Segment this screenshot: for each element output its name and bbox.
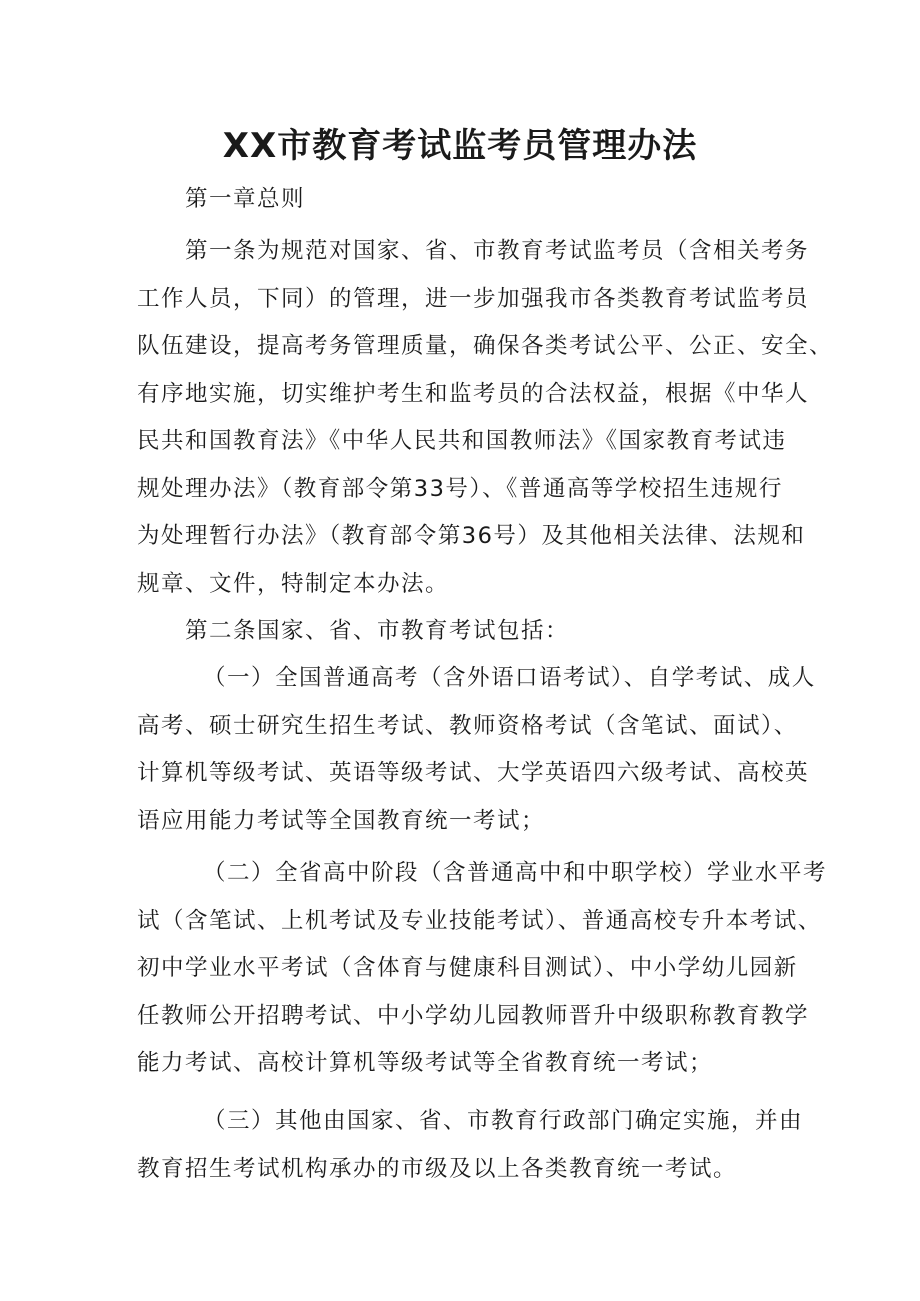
document-title: XX市教育考试监考员管理办法 <box>222 126 698 166</box>
item-2-line: 能力考试、高校计算机等级考试等全省教育统一考试； <box>137 1050 714 1076</box>
item-2 <box>137 850 828 1088</box>
article-1-line: 为处理暂行办法》（教育部令第36号）及其他相关法律、法规和 <box>137 523 806 549</box>
article-2-heading-block <box>137 608 797 656</box>
item-3 <box>137 1098 804 1193</box>
article-1-line: 规处理办法》（教育部令第33号）、《普通高等学校招生违规行 <box>137 475 783 502</box>
item-1 <box>137 655 816 845</box>
article-1-line: 民共和国教育法》《中华人民共和国教师法》《国家教育考试违 <box>137 428 787 454</box>
chapter-heading: 第一章总则 <box>185 186 306 212</box>
item-1-line: 计算机等级考试、英语等级考试、大学英语四六级考试、高校英 <box>137 760 810 786</box>
article-1-line: 工作人员，下同）的管理，进一步加强我市各类教育考试监考员 <box>137 285 810 312</box>
article-1-line: 规章、文件，特制定本办法。 <box>137 570 450 597</box>
article-1-line: 有序地实施，切实维护考生和监考员的合法权益，根据《中华人 <box>137 380 810 407</box>
article-1 <box>137 228 834 608</box>
item-1-line: 高考、硕士研究生招生考试、教师资格考试（含笔试、面试）、 <box>137 712 798 739</box>
item-1-line: 语应用能力考试等全国教育统一考试； <box>137 807 546 834</box>
item-2-line: （二）全省高中阶段（含普通高中和中职学校）学业水平考 <box>203 860 828 886</box>
article-1-line: 第一条为规范对国家、省、市教育考试监考员（含相关考务 <box>185 238 810 264</box>
item-2-line: 试（含笔试、上机考试及专业技能考试）、普通高校专升本考试、 <box>137 907 822 934</box>
item-3-line: 教育招生考试机构承办的市级及以上各类教育统一考试。 <box>137 1155 738 1182</box>
article-2-heading: 第二条国家、省、市教育考试包括： <box>185 618 570 644</box>
item-3-line: （三）其他由国家、省、市教育行政部门确定实施，并由 <box>203 1108 804 1134</box>
chapter-heading-block <box>137 176 797 224</box>
item-2-line: 任教师公开招聘考试、中小学幼儿园教师晋升中级职称教育教学 <box>137 1002 810 1029</box>
article-1-line: 队伍建设，提高考务管理质量，确保各类考试公平、公正、安全、 <box>137 333 834 359</box>
item-1-line: （一）全国普通高考（含外语口语考试）、自学考试、成人 <box>203 665 816 691</box>
item-2-line: 初中学业水平考试（含体育与健康科目测试）、中小学幼儿园新 <box>137 955 798 981</box>
